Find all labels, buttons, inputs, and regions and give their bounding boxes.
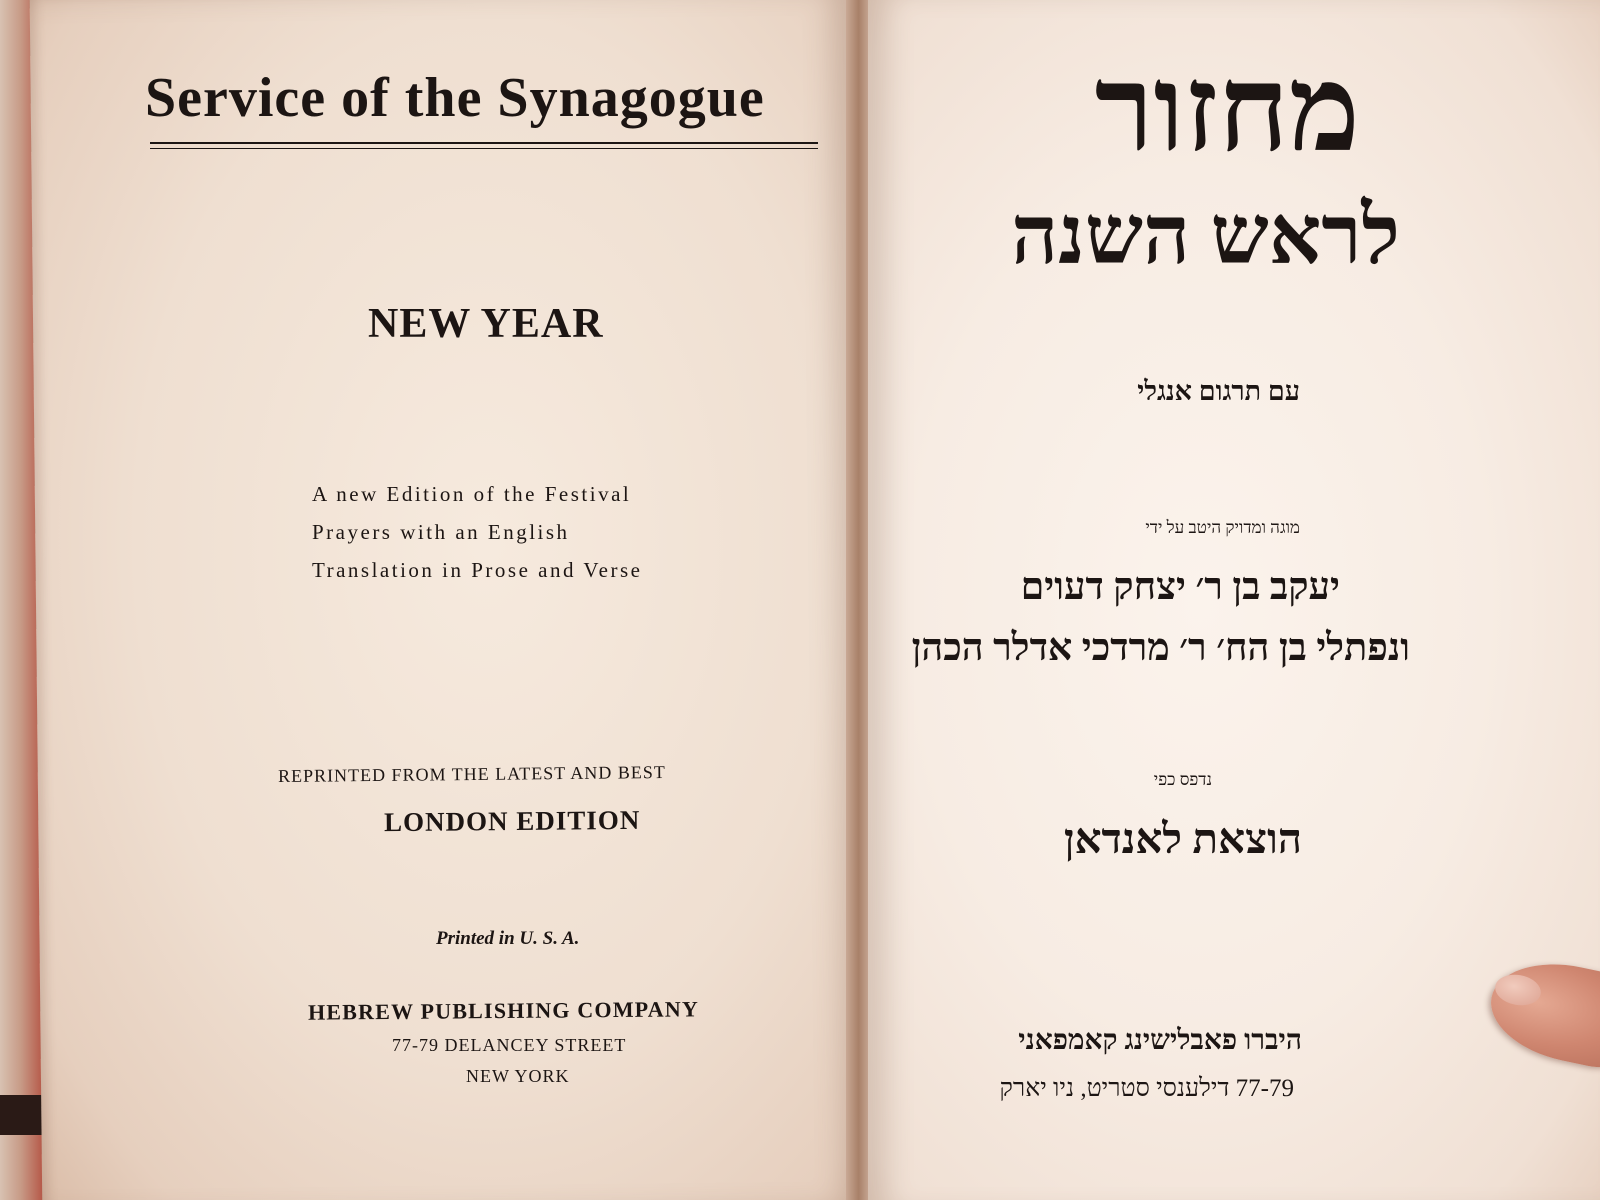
description-line-2: Prayers with an English (312, 520, 570, 544)
hebrew-publisher: היברו פאבלישינג קאמפאני (1018, 1025, 1302, 1056)
reprint-note: REPRINTED FROM THE LATEST AND BEST (277, 761, 666, 787)
title-underline-thin (150, 148, 818, 149)
hebrew-title: מחזור (1094, 43, 1360, 176)
description-line-3: Translation in Prose and Verse (312, 558, 643, 582)
english-title: Service of the Synagogue (145, 67, 765, 129)
hebrew-edition: הוצאת לאנדאן (1063, 817, 1302, 863)
english-subtitle: NEW YEAR (368, 301, 604, 347)
title-underline (150, 142, 818, 144)
hebrew-editor-2: ונפתלי בן הח׳ ר׳ מרדכי אדלר הכהן (911, 627, 1410, 669)
publisher-city: NEW YORK (466, 1066, 570, 1086)
description-line-1: A new Edition of the Festival (312, 482, 632, 506)
hebrew-editors-intro: מוגה ומדויק היטב על ידי (1145, 518, 1300, 537)
edition-label: LONDON EDITION (383, 804, 641, 838)
hebrew-translation-note: עם תרגום אנגלי (1137, 376, 1300, 406)
printed-in-note: Printed in U. S. A. (436, 928, 580, 949)
publisher-name: HEBREW PUBLISHING COMPANY (307, 996, 700, 1025)
hebrew-printed-after: נדפס כפי (1153, 770, 1212, 789)
publisher-street: 77-79 DELANCEY STREET (392, 1035, 627, 1055)
hebrew-subtitle: לראש השנה (1011, 190, 1400, 281)
hebrew-address: 77-79 דילענסי סטריט, ניו יארק (999, 1075, 1294, 1102)
hebrew-editor-1: יעקב בן ר׳ יצחק דעוים (1020, 566, 1340, 608)
